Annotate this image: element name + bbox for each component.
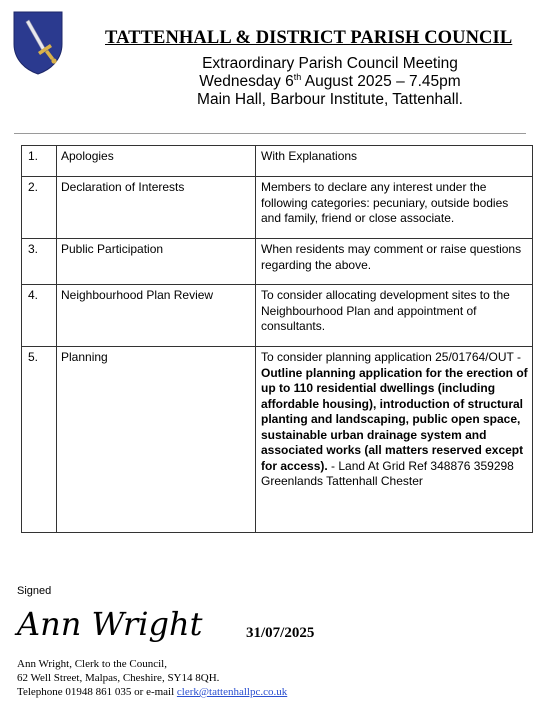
clerk-contact-footer	[17, 657, 287, 699]
agenda-item-title: Apologies	[57, 146, 256, 177]
signature: Ann Wright	[17, 605, 203, 643]
planning-description: Outline planning application for the erection of up to 110 residential dwellings (including affordable housing), introduction of structural planting and landscaping, public open space, sustainable urban drainage system and associated works (all matters reserved except for access).	[261, 365, 528, 473]
clerk-address: 62 Well Street, Malpas, Cheshire, SY14 8QH.	[17, 672, 220, 684]
clerk-email-link[interactable]: clerk@tattenhallpc.co.uk	[176, 686, 288, 698]
meeting-venue: Main Hall, Barbour Institute, Tattenhall.	[197, 91, 463, 108]
agenda-item-detail	[256, 347, 533, 533]
agenda-item-number: 4.	[22, 285, 57, 347]
agenda-item-title: Neighbourhood Plan Review	[57, 285, 256, 347]
agenda-item-detail: With Explanations	[256, 146, 533, 177]
table-row	[22, 285, 533, 347]
meeting-date-day: Wednesday 6	[199, 73, 294, 90]
clerk-name: Ann Wright, Clerk to the Council,	[17, 658, 167, 670]
clerk-telephone: Telephone 01948 861 035 or e-mail	[17, 686, 177, 698]
agenda-item-detail: To consider allocating development sites to the Neighbourhood Plan and appointment of consultants.	[256, 285, 533, 347]
agenda-item-title: Public Participation	[57, 239, 256, 285]
council-title: TATTENHALL & DISTRICT PARISH COUNCIL	[105, 28, 513, 48]
meeting-date	[160, 73, 500, 91]
meeting-details	[160, 55, 500, 109]
table-row	[22, 146, 533, 177]
shield-crest-icon	[12, 10, 64, 76]
agenda-item-number: 1.	[22, 146, 57, 177]
header-divider	[14, 133, 526, 134]
meeting-date-ordinal: th	[293, 71, 302, 82]
agenda-item-detail: Members to declare any interest under the following categories: pecuniary, outside bodies and family, friend or close associate.	[256, 177, 533, 239]
clerk-contact	[17, 685, 287, 699]
planning-intro: To consider planning application 25/01764/OUT -	[261, 350, 521, 364]
meeting-type: Extraordinary Parish Council Meeting	[202, 55, 458, 72]
table-row	[22, 239, 533, 285]
meeting-date-rest: August 2025 – 7.45pm	[301, 73, 461, 90]
table-row	[22, 177, 533, 239]
agenda-item-detail: When residents may comment or raise questions regarding the above.	[256, 239, 533, 285]
agenda-table	[21, 145, 533, 533]
table-row	[22, 347, 533, 533]
signed-label: Signed	[17, 585, 52, 597]
agenda-item-title: Planning	[57, 347, 256, 533]
signed-date: 31/07/2025	[246, 625, 315, 641]
agenda-item-title: Declaration of Interests	[57, 177, 256, 239]
agenda-item-number: 2.	[22, 177, 57, 239]
planning-location: - Land At Grid Ref 348876 359298 Greenlands Tattenhall Chester	[261, 458, 514, 488]
agenda-item-number: 5.	[22, 347, 57, 533]
agenda-item-number: 3.	[22, 239, 57, 285]
